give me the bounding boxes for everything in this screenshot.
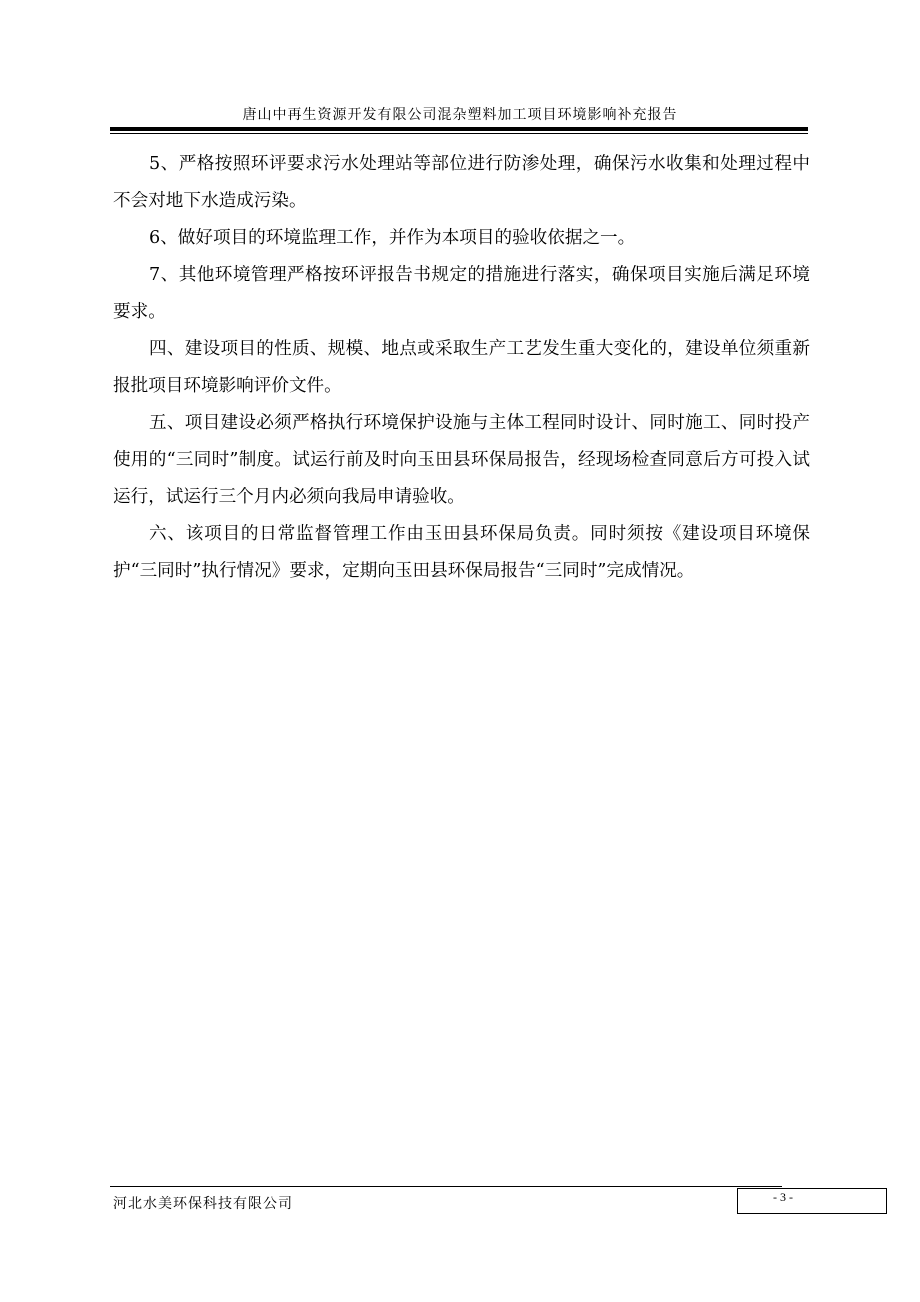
page-header-title: 唐山中再生资源开发有限公司混杂塑料加工项目环境影响补充报告 bbox=[242, 107, 678, 123]
footer-divider bbox=[110, 1186, 782, 1187]
document-body bbox=[113, 146, 810, 590]
footer-company-name: 河北水美环保科技有限公司 bbox=[113, 1196, 293, 1212]
page-number-box bbox=[737, 1188, 887, 1214]
paragraph-item-7: 7、其他环境管理严格按环评报告书规定的措施进行落实，确保项目实施后满足环境要求。 bbox=[113, 265, 810, 322]
paragraph-section-5: 五、项目建设必须严格执行环境保护设施与主体工程同时设计、同时施工、同时投产使用的“三同时”制度。试运行前及时向玉田县环保局报告，经现场检查同意后方可投入试运行，试运行三个月内必须向我局申请验收。 bbox=[113, 413, 810, 507]
paragraph-item-6: 6、做好项目的环境监理工作，并作为本项目的验收依据之一。 bbox=[149, 228, 636, 248]
header-divider-thin bbox=[110, 133, 808, 134]
paragraph-section-6: 六、该项目的日常监督管理工作由玉田县环保局负责。同时须按《建设项目环境保护“三同时”执行情况》要求，定期向玉田县环保局报告“三同时”完成情况。 bbox=[113, 524, 810, 581]
page-number: - 3 - bbox=[773, 1190, 793, 1204]
paragraph-item-5: 5、严格按照环评要求污水处理站等部位进行防渗处理，确保污水收集和处理过程中不会对地下水造成污染。 bbox=[113, 154, 810, 211]
header-divider-thick bbox=[110, 127, 808, 131]
paragraph-section-4: 四、建设项目的性质、规模、地点或采取生产工艺发生重大变化的，建设单位须重新报批项目环境影响评价文件。 bbox=[113, 339, 810, 396]
